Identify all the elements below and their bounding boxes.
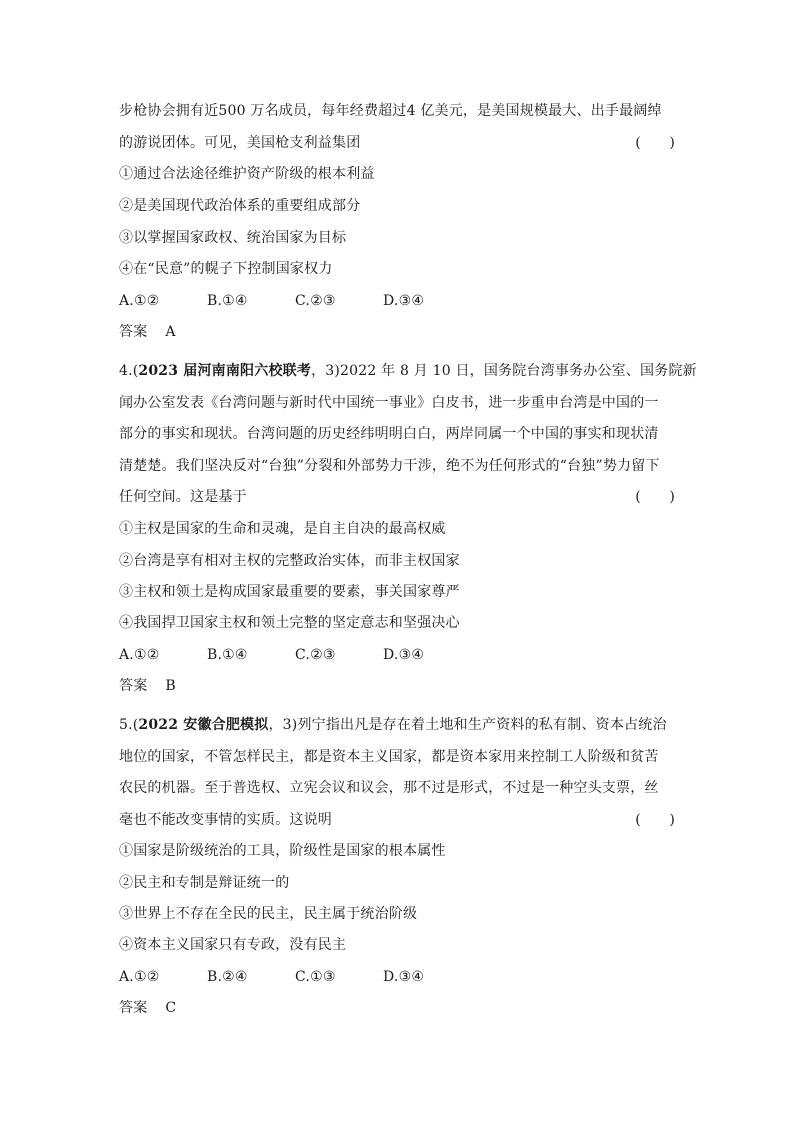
q4-stem-line-3: 部分的事实和现状。台湾问题的历史经纬明明白白，两岸同属一个中国的事实和现状清	[119, 426, 659, 442]
q5-answer-label: 答案	[119, 1000, 148, 1016]
q4-stem-text: 任何空间。这是基于	[119, 489, 247, 505]
q5-statement-1: ①国家是阶级统治的工具，阶级性是国家的根本属性	[119, 843, 446, 859]
q4-statement-4: ④我国捍卫国家主权和领土完整的坚定意志和坚强决心	[119, 615, 460, 631]
q5-stem-line-1	[119, 716, 675, 734]
q4-statement-2: ②台湾是享有相对主权的完整政治实体，而非主权国家	[119, 553, 460, 569]
q5-stem-first: 列宁指出凡是存在着土地和生产资料的私有制、资本占统治	[297, 717, 667, 733]
q5-statement-2: ②民主和专制是辩证统一的	[119, 875, 290, 891]
q4-stem-line-1	[119, 362, 697, 380]
q3-answer-label: 答案	[119, 324, 148, 340]
q3-answer-bracket: ( )	[635, 135, 675, 151]
q3-stem-line-1: 步枪协会拥有近500 万名成员，每年经费超过4 亿美元，是美国规模最大、出手最阔绰	[119, 103, 662, 119]
q3-stem-text: 的游说团体。可见，美国枪支利益集团	[119, 135, 361, 151]
q3-answer-value: A	[165, 324, 176, 340]
q5-stem-text: 毫也不能改变事情的实质。这说明	[119, 812, 332, 828]
q5-option-a: A.①②	[119, 969, 160, 985]
q4-source: 2023 届河南南阳六校联考	[138, 363, 312, 379]
q3-statement-2: ②是美国现代政治体系的重要组成部分	[119, 198, 361, 214]
q4-stem-first: 2022 年 8 月 10 日，国务院台湾事务办公室、国务院新	[340, 363, 697, 379]
q4-answer-label: 答案	[119, 678, 148, 694]
q5-stem-line-2: 地位的国家，不管怎样民主，都是资本主义国家，都是资本家用来控制工人阶级和贫苦	[119, 749, 659, 765]
q4-option-c: C.②③	[295, 647, 336, 663]
q5-answer-value: C	[165, 1000, 177, 1016]
q4-stem-line-5	[119, 488, 675, 506]
q5-answer-bracket: ( )	[635, 812, 675, 828]
q5-score: ，3)	[268, 717, 298, 733]
q5-option-d: D.③④	[383, 969, 425, 985]
q3-statement-1: ①通过合法途径维护资产阶级的根本利益	[119, 166, 375, 182]
q5-answer	[119, 999, 675, 1017]
q4-stem-line-4: 清楚楚。我们坚决反对“台独”分裂和外部势力干涉，绝不为任何形式的“台独”势力留下	[119, 458, 660, 474]
q5-number: 5.(	[119, 717, 139, 733]
q5-statement-4: ④资本主义国家只有专政，没有民主	[119, 937, 347, 953]
q4-option-d: D.③④	[383, 647, 425, 663]
q3-options	[119, 292, 675, 310]
q4-option-b: B.①④	[207, 647, 248, 663]
q4-options	[119, 646, 675, 664]
q4-answer	[119, 677, 675, 695]
q4-answer-value: B	[165, 678, 176, 694]
q3-option-a: A.①②	[119, 293, 160, 309]
q5-option-c: C.①③	[295, 969, 336, 985]
q3-statement-3: ③以掌握国家政权、统治国家为目标	[119, 230, 347, 246]
q4-option-a: A.①②	[119, 647, 160, 663]
q3-option-d: D.③④	[383, 293, 425, 309]
q4-answer-bracket: ( )	[635, 489, 675, 505]
q3-option-c: C.②③	[295, 293, 336, 309]
q4-score: ，3)	[311, 363, 341, 379]
q3-answer	[119, 323, 675, 341]
q4-statement-3: ③主权和领土是构成国家最重要的要素，事关国家尊严	[119, 584, 460, 600]
q5-statement-3: ③世界上不存在全民的民主，民主属于统治阶级	[119, 906, 418, 922]
q5-option-b: B.②④	[207, 969, 248, 985]
q5-options	[119, 968, 675, 986]
q5-source: 2022 安徽合肥模拟	[138, 717, 269, 733]
q3-option-b: B.①④	[207, 293, 248, 309]
q3-stem-line-2	[119, 134, 675, 152]
q4-number: 4.(	[119, 363, 139, 379]
q4-stem-line-2: 闻办公室发表《台湾问题与新时代中国统一事业》白皮书，进一步重申台湾是中国的一	[119, 395, 659, 411]
q4-statement-1: ①主权是国家的生命和灵魂，是自主自决的最高权威	[119, 521, 446, 537]
q3-statement-4: ④在“民意”的幌子下控制国家权力	[119, 261, 333, 277]
q5-stem-line-4	[119, 811, 675, 829]
q5-stem-line-3: 农民的机器。至于普选权、立宪会议和议会，那不过是形式，不过是一种空头支票，丝	[119, 780, 659, 796]
